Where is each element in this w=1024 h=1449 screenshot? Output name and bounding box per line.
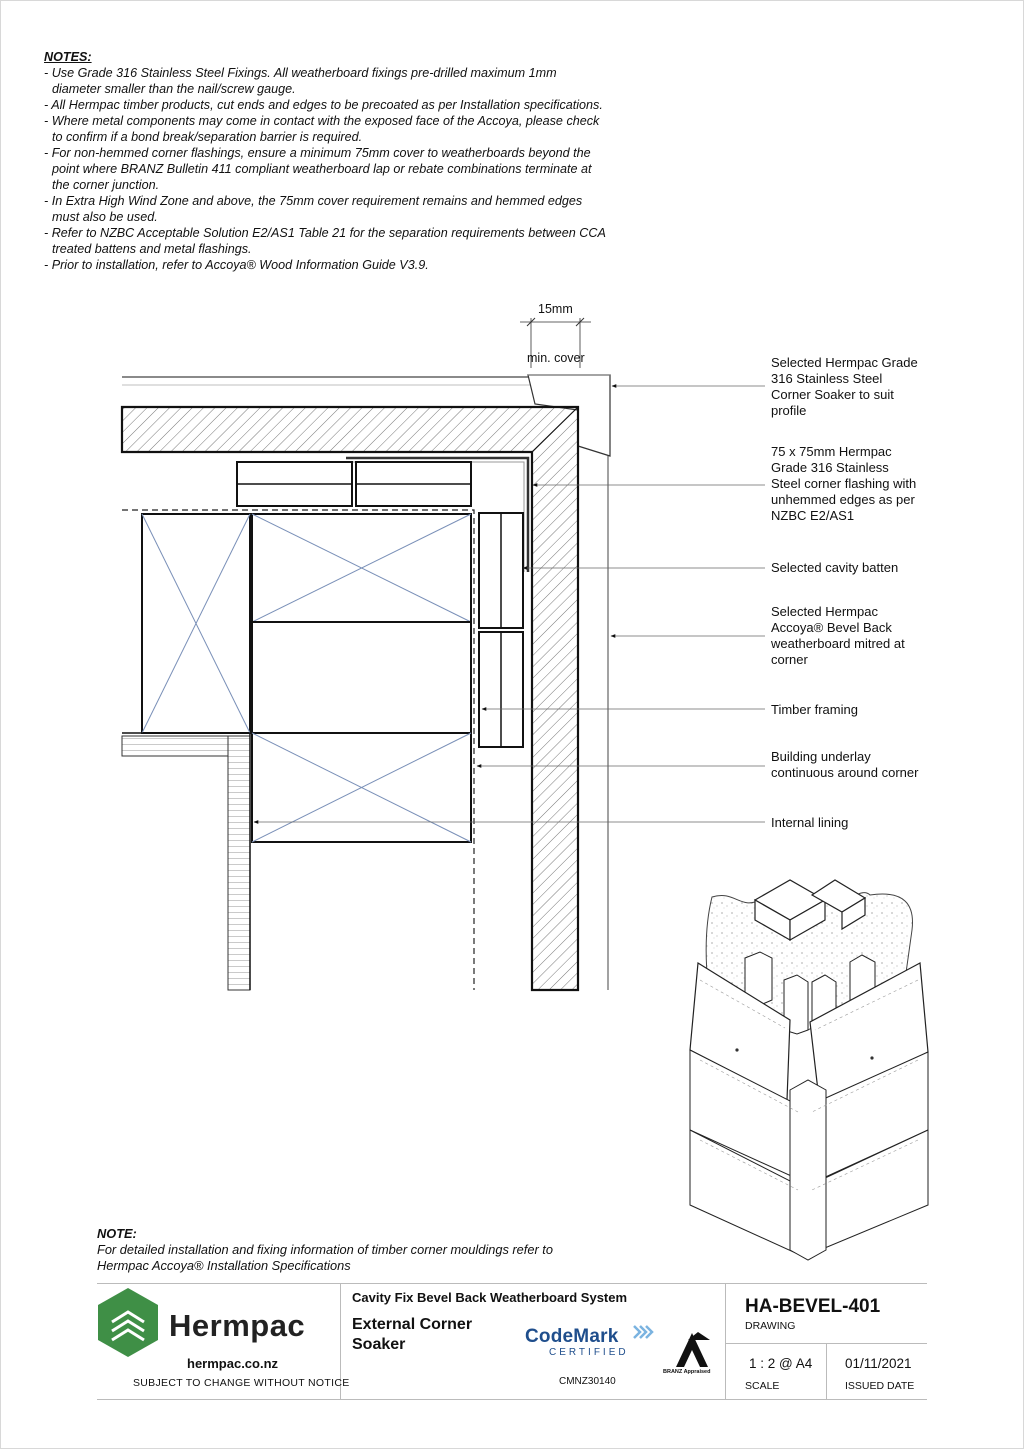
- label-weatherboard: Selected Hermpac Accoya® Bevel Back weatherboard mitred at corner: [771, 604, 905, 667]
- scale-label: SCALE: [745, 1380, 780, 1392]
- note-line: - All Hermpac timber products, cut ends and edges to be precoated as per Installation specifications.: [44, 98, 603, 112]
- note-line: the corner junction.: [52, 178, 160, 192]
- internal-lining: [228, 736, 250, 990]
- disclaimer: SUBJECT TO CHANGE WITHOUT NOTICE: [133, 1377, 350, 1389]
- system-name: Cavity Fix Bevel Back Weatherboard System: [352, 1290, 628, 1305]
- note-line: - Use Grade 316 Stainless Steel Fixings. All weatherboard fixings pre-drilled maximum 1mm: [44, 66, 557, 80]
- branz-appraised: BRANZ Appraised: [663, 1369, 711, 1375]
- dimension-caption: min. cover: [527, 351, 585, 365]
- note-line: - In Extra High Wind Zone and above, the 75mm cover requirement remains and hemmed edges: [44, 194, 583, 208]
- label-corner-flashing: 75 x 75mm Hermpac Grade 316 Stainless Steel corner flashing with unhemmed edges as per NZBC E2/AS1: [771, 444, 917, 523]
- note-line: must also be used.: [52, 210, 158, 224]
- brand-name: Hermpac: [169, 1308, 306, 1343]
- label-internal-lining: Internal lining: [771, 815, 849, 830]
- dimension-value: 15mm: [538, 302, 573, 316]
- bottom-note: NOTE: For detailed installation and fixing information of timber corner mouldings refer to Hermpac Accoya® Installation Specifications: [97, 1226, 553, 1273]
- note-line: treated battens and metal flashings.: [52, 242, 252, 256]
- drawing-title: External Corner Soaker: [352, 1316, 473, 1353]
- internal-lining: [122, 736, 228, 756]
- note-line: point where BRANZ Bulletin 411 compliant weatherboard lap or rebate combinations terminate at: [52, 162, 592, 176]
- isometric-corner-view: [690, 880, 928, 1260]
- label-corner-soaker: Selected Hermpac Grade 316 Stainless Steel Corner Soaker to suit profile: [771, 355, 918, 418]
- note-line: diameter smaller than the nail/screw gauge.: [52, 82, 296, 96]
- label-building-underlay: Building underlay continuous around corner: [771, 749, 919, 780]
- note-line: - Where metal components may come in contact with the exposed face of the Accoya, please check: [44, 114, 600, 128]
- issued-date-label: ISSUED DATE: [845, 1380, 915, 1392]
- label-cavity-batten: Selected cavity batten: [771, 560, 899, 575]
- codemark-certified: CERTIFIED: [549, 1347, 629, 1358]
- drawing-label: DRAWING: [745, 1320, 796, 1332]
- note-line: to confirm if a bond break/separation barrier is required.: [52, 130, 363, 144]
- scale-value: 1 : 2 @ A4: [749, 1356, 813, 1371]
- corner-soaker-iso: [790, 1080, 826, 1260]
- codemark-number: CMNZ30140: [559, 1376, 616, 1387]
- label-timber-framing: Timber framing: [771, 702, 858, 717]
- timber-stud: [252, 622, 471, 733]
- note-line: - Refer to NZBC Acceptable Solution E2/AS1 Table 21 for the separation requirements between CCA: [44, 226, 606, 240]
- notes-title: NOTES:: [44, 50, 92, 64]
- drawing-number: HA-BEVEL-401: [745, 1296, 881, 1317]
- title-block: [97, 1283, 927, 1400]
- codemark-logo: CodeMark: [525, 1326, 619, 1347]
- website-link[interactable]: hermpac.co.nz: [187, 1356, 279, 1371]
- issued-date: 01/11/2021: [845, 1356, 912, 1371]
- note-line: - For non-hemmed corner flashings, ensure a minimum 75mm cover to weatherboards beyond the: [44, 146, 591, 160]
- note-line: - Prior to installation, refer to Accoya® Wood Information Guide V3.9.: [44, 258, 429, 272]
